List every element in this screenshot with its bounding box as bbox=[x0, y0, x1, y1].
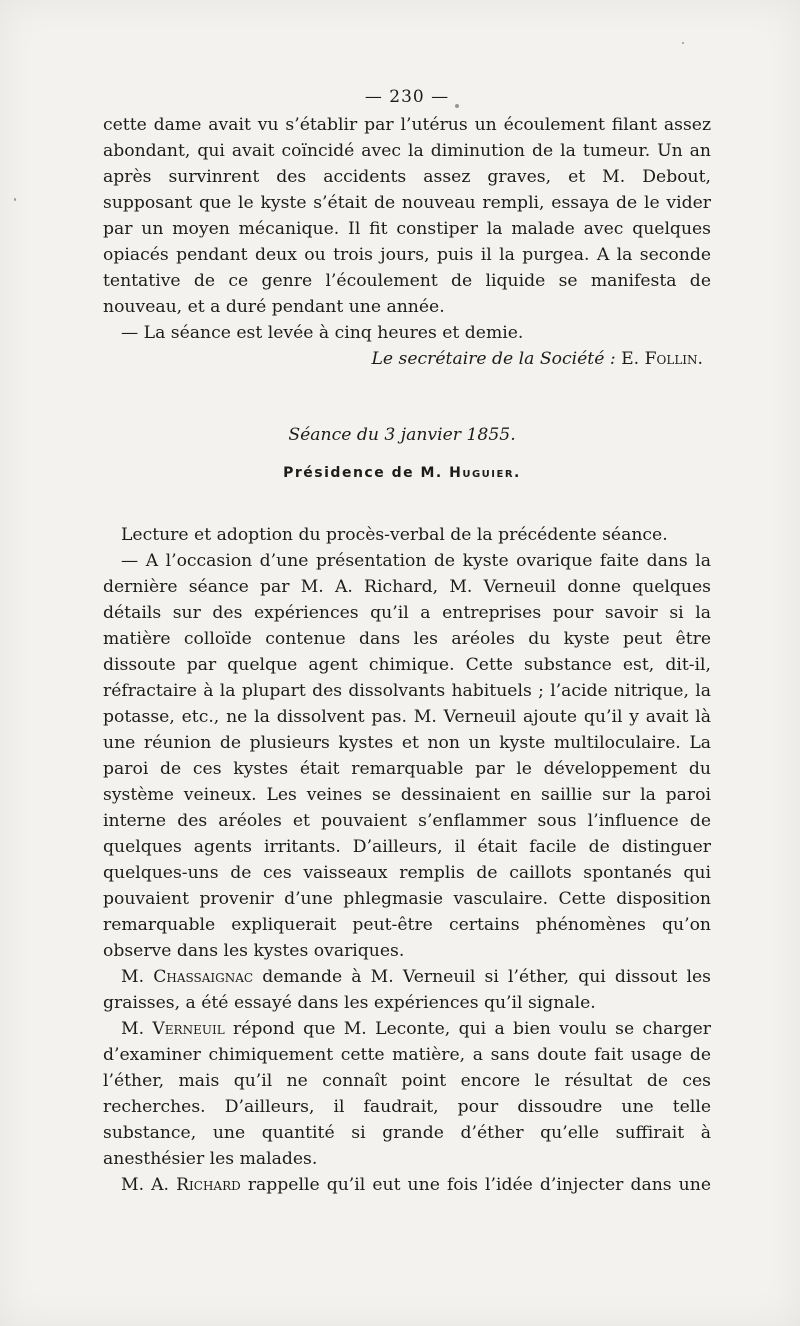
text-richard: rappelle qu’il eut une fois l’idée d’injecter dans une bbox=[240, 1175, 711, 1195]
speaker-richard: M. A. Richard bbox=[121, 1175, 241, 1195]
presidence-heading bbox=[103, 460, 711, 486]
text-chassaignac: demande à M. Verneuil si l’éther, qui dissout les graisses, a été essayé dans les expériences qu’il signale. bbox=[103, 967, 711, 1013]
text-verneuil: répond que M. Leconte, qui a bien voulu se charger d’examiner chimiquement cette matière, a sans doute fait usage de l’éther, mais qu’il ne connaît point encore le résultat de ces recherches. D’ailleurs, il faudrait, pour dissoudre une telle substance, une quantité si grande d’éther qu’elle suffirait à anesthésier les malades. bbox=[103, 1019, 711, 1169]
signature-initial: E. bbox=[621, 349, 640, 369]
signature-name: Follin. bbox=[644, 349, 703, 369]
paragraph-chassaignac bbox=[103, 964, 711, 1016]
signature-role: Le secrétaire de la Société : bbox=[371, 349, 616, 369]
presidence-prefix: Présidence de M. bbox=[283, 465, 443, 481]
speaker-verneuil: M. Verneuil bbox=[121, 1019, 225, 1039]
paragraph-lecture: Lecture et adoption du procès-verbal de la précédente séance. bbox=[121, 525, 668, 545]
page-number: — 230 — bbox=[364, 87, 450, 107]
page-content bbox=[103, 84, 711, 1198]
speaker-chassaignac: M. Chassaignac bbox=[121, 967, 254, 987]
paragraph-continuation: cette dame avait vu s’établir par l’utérus un écoulement filant assez abondant, qui avait coïncidé avec la diminution de la tumeur. Un an après survinrent des accidents assez graves, et M. Debout, supposant que le kyste s’était de nouveau rempli, essaya de le vider par un moyen mécanique. Il fit constiper la malade avec quelques opiacés pendant deux ou trois jours, puis il la purgea. A la seconde tentative de ce genre l’écoulement de liquide se manifesta de nouveau, et a duré pendant une année. bbox=[103, 115, 711, 317]
paragraph-richard bbox=[103, 1172, 711, 1198]
session-title: Séance du 3 janvier 1855. bbox=[288, 425, 516, 445]
secretary-signature bbox=[103, 346, 711, 372]
paragraph-seance-levee: — La séance est levée à cinq heures et demie. bbox=[121, 323, 524, 343]
paper-speck bbox=[682, 42, 684, 44]
presidence-name: Huguier. bbox=[449, 465, 521, 481]
paragraph-verneuil-reply bbox=[103, 1016, 711, 1172]
paragraph-verneuil-report: — A l’occasion d’une présentation de kyste ovarique faite dans la dernière séance par M. A. Richard, M. Verneuil donne quelques détails sur des expériences qu’il a entreprises pour savoir si la matière colloïde contenue dans les aréoles du kyste peut être dissoute par quelque agent chimique. Cette substance est, dit-il, réfractaire à la plupart des dissolvants habituels ; l’acide nitrique, la potasse, etc., ne la dissolvent pas. M. Verneuil ajoute qu’il y avait là une réunion de plusieurs kystes et non un kyste multiloculaire. La paroi de ces kystes était remarquable par le développement du système veineux. Les veines se dessinaient en saillie sur la paroi interne des aréoles et pouvaient s’enflammer sous l’influence de quelques agents irritants. D’ailleurs, il était facile de distinguer quelques-uns de ces vaisseaux remplis de caillots spontanés qui pouvaient provenir d’une phlegmasie vasculaire. Cette disposition remarquable expliquerait peut-être certains phénomènes qu’on observe dans les kystes ovariques. bbox=[103, 551, 711, 961]
paper-speck bbox=[14, 198, 16, 201]
